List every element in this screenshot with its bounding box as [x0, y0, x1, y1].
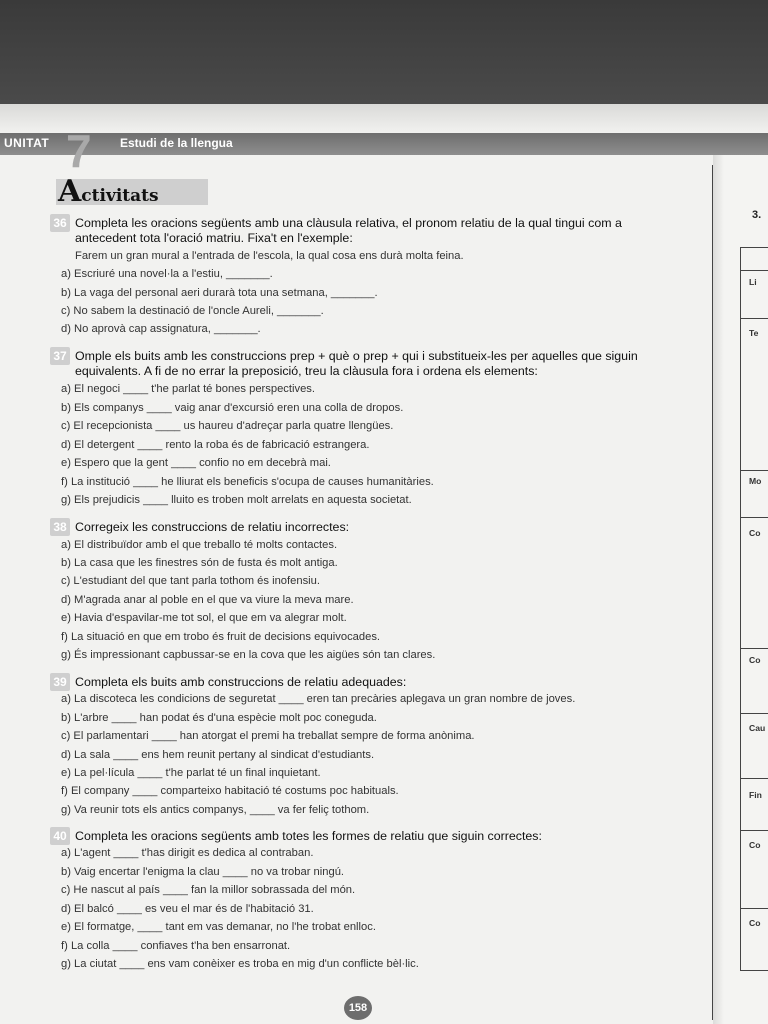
- exercise-38-number: 38: [50, 518, 70, 536]
- exercise-40-number: 40: [50, 827, 70, 845]
- exercise-36-item: c) No sabem la destinació de l'oncle Aureli, _______.: [61, 305, 324, 317]
- exercise-36-example: Farem un gran mural a l'entrada de l'escola, la qual cosa ens durà molta feina.: [75, 250, 464, 262]
- exercise-37-statement: Omple els buits amb les construccions prep + què o prep + qui i substitueix-les per aquelles que siguin equivalents. A fi de no errar la preposició, treu la clàusula fora i ordena els elements:: [75, 349, 638, 378]
- exercise-40-item: a) L'agent ____ t'has dirigit es dedica al contraban.: [61, 847, 314, 859]
- exercise-38-item: b) La casa que les finestres són de fusta és molt antiga.: [61, 557, 338, 569]
- exercise-39-item: g) Va reunir tots els antics companys, ____ va fer feliç tothom.: [61, 804, 370, 816]
- right-page-table-row-line: [740, 908, 768, 909]
- right-page-row-label: Co: [749, 918, 761, 928]
- top-dark-band: [0, 0, 768, 104]
- exercise-37-item: b) Els companys ____ vaig anar d'excursió eren una colla de dropos.: [61, 402, 404, 414]
- exercise-39-item: b) L'arbre ____ han podat és d'una espècie molt poc coneguda.: [61, 712, 377, 724]
- exercise-36-item: d) No aprovà cap assignatura, _______.: [61, 323, 261, 335]
- exercise-40-item: e) El formatge, ____ tant em vas demanar, no l'he trobat enlloc.: [61, 921, 376, 933]
- right-page-row-label: Cau: [749, 723, 766, 733]
- exercise-37-item: f) La institució ____ he lliurat els beneficis s'ocupa de causes humanitàries.: [61, 476, 434, 488]
- exercise-39-item: f) El company ____ comparteixo habitació té costums poc habituals.: [61, 785, 399, 797]
- unit-label: UNITAT: [4, 136, 50, 150]
- right-page-row-label: Co: [749, 840, 761, 850]
- exercise-37-item: g) Els prejudicis ____ lluito es troben molt arrelats en aquesta societat.: [61, 494, 412, 506]
- section-title-rest: ctivitats: [81, 186, 159, 206]
- right-page-row-label: Co: [749, 528, 761, 538]
- page-number: 158: [344, 996, 372, 1020]
- exercise-37-item: a) El negoci ____ t'he parlat té bones perspectives.: [61, 383, 316, 395]
- page-divider: [712, 165, 713, 1020]
- right-page-table-row-line: [740, 648, 768, 649]
- exercise-36-item: a) Escriuré una novel·la a l'estiu, _______.: [61, 268, 273, 280]
- exercise-39-statement: Completa els buits amb construccions de relatiu adequades:: [75, 675, 407, 689]
- exercise-40-statement: Completa les oracions següents amb totes les formes de relatiu que siguin correctes:: [75, 829, 542, 843]
- exercise-38-item: e) Havia d'espavilar-me tot sol, el que em va alegrar molt.: [61, 612, 347, 624]
- exercise-38-item: d) M'agrada anar al poble en el que va viure la meva mare.: [61, 594, 354, 606]
- right-page-row-label: Co: [749, 655, 761, 665]
- exercise-36-item: b) La vaga del personal aeri durarà tota una setmana, _______.: [61, 287, 378, 299]
- exercise-38-statement: Corregeix les construccions de relatiu incorrectes:: [75, 520, 350, 534]
- top-fade: [0, 104, 768, 134]
- right-page-table-row-line: [740, 830, 768, 831]
- unit-header-bar: [0, 133, 768, 155]
- section-title-cap: A: [58, 174, 82, 209]
- right-page-row-label: Te: [749, 328, 759, 338]
- exercise-37-number: 37: [50, 347, 70, 365]
- exercise-40-item: b) Vaig encertar l'enigma la clau ____ no va trobar ningú.: [61, 866, 345, 878]
- exercise-40-item: c) He nascut al país ____ fan la millor sobrassada del món.: [61, 884, 356, 896]
- exercise-38-item: c) L'estudiant del que tant parla tothom és inofensiu.: [61, 575, 320, 587]
- exercise-40-item: g) La ciutat ____ ens vam conèixer es troba en mig d'un conflicte bèl·lic.: [61, 958, 419, 970]
- exercise-38-item: g) És impressionant capbussar-se en la cova que les aigües són tan clares.: [61, 649, 436, 661]
- exercise-39-item: c) El parlamentari ____ han atorgat el premi ha treballat sempre de forma anònima.: [61, 730, 475, 742]
- exercise-37-item: e) Espero que la gent ____ confio no em decebrà mai.: [61, 457, 331, 469]
- exercise-36-number: 36: [50, 214, 70, 232]
- exercise-38-item: a) El distribuïdor amb el que treballo té molts contactes.: [61, 539, 338, 551]
- exercise-39-number: 39: [50, 673, 70, 691]
- exercise-37-item: d) El detergent ____ rento la roba és de fabricació estrangera.: [61, 439, 370, 451]
- unit-title: Estudi de la llengua: [120, 136, 233, 150]
- right-page-table-row-line: [740, 517, 768, 518]
- exercise-37-item: c) El recepcionista ____ us haureu d'adreçar parla quatre llengües.: [61, 420, 394, 432]
- exercise-39-item: e) La pel·lícula ____ t'he parlat té un final inquietant.: [61, 767, 321, 779]
- exercise-38-item: f) La situació en que em trobo és fruit de decisions equivocades.: [61, 631, 381, 643]
- exercise-36-statement: Completa les oracions següents amb una clàusula relativa, el pronom relatiu de la qual tingui com a antecedent tota l'oració matriu. Fixa't en l'exemple:: [75, 216, 622, 245]
- section-title: [58, 174, 159, 209]
- right-page-table-row-line: [740, 270, 768, 271]
- right-page-table-row-line: [740, 713, 768, 714]
- right-page-table-row-line: [740, 318, 768, 319]
- unit-number: 7: [66, 125, 92, 177]
- right-page-row-label: Li: [749, 277, 757, 287]
- exercise-39-item: a) La discoteca les condicions de seguretat ____ eren tan precàries aplegava un gran nombre de joves.: [61, 693, 576, 705]
- right-page-table-row-line: [740, 778, 768, 779]
- right-page-row-label: Fin: [749, 790, 762, 800]
- right-page-section-number: 3.: [752, 209, 762, 221]
- right-page-row-label: Mo: [749, 476, 762, 486]
- exercise-39-item: d) La sala ____ ens hem reunit pertany al sindicat d'estudiants.: [61, 749, 375, 761]
- right-page-table: [740, 247, 768, 971]
- exercise-40-item: d) El balcó ____ es veu el mar és de l'habitació 31.: [61, 903, 314, 915]
- right-page-table-row-line: [740, 470, 768, 471]
- exercise-40-item: f) La colla ____ confiaves t'ha ben ensarronat.: [61, 940, 291, 952]
